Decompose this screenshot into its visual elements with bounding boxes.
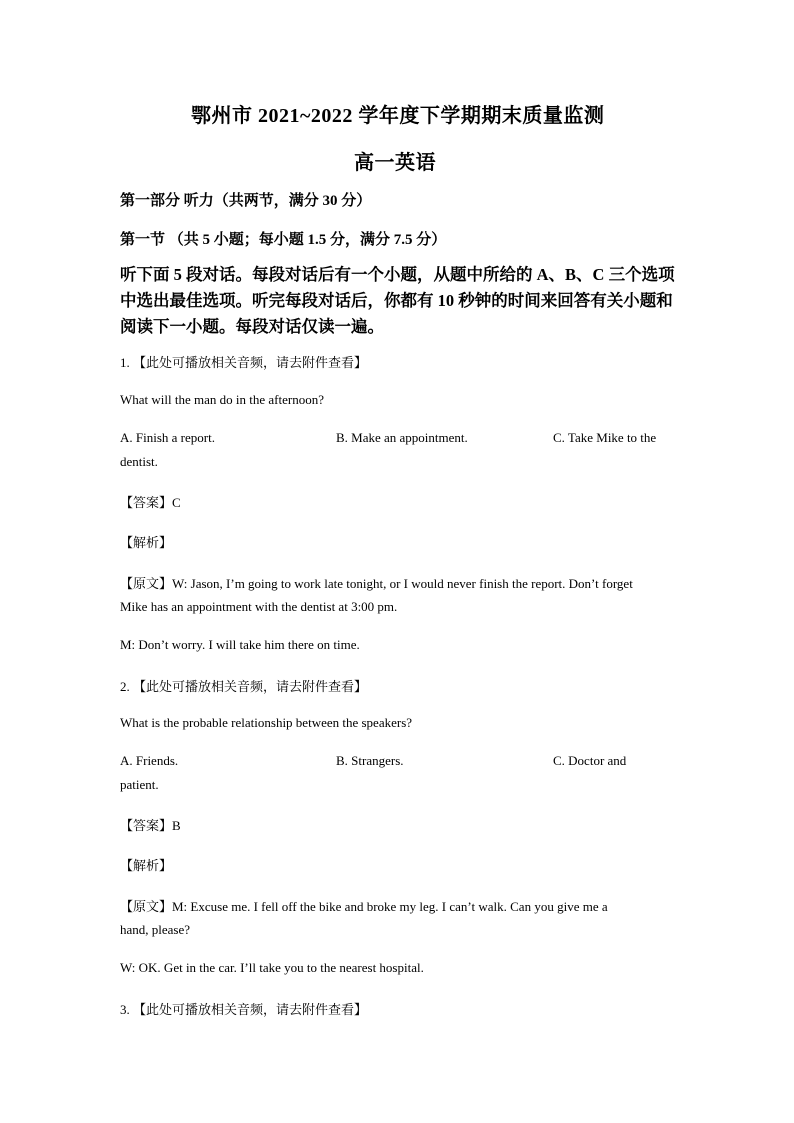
answer-1: 【答案】C [120,495,181,510]
part-heading: 第一部分 听力（共两节，满分 30 分） [120,193,372,209]
transcript-1-line-1: 【原文】W: Jason, I’m going to work late tonight, or I would never finish the report. Don’t forget [120,576,633,591]
audio-link-3[interactable]: 3. 【此处可播放相关音频，请去附件查看】 [120,1002,368,1017]
audio-link-2[interactable]: 2. 【此处可播放相关音频，请去附件查看】 [120,679,368,694]
transcript-1-line-2: Mike has an appointment with the dentist at 3:00 pm. [120,599,398,614]
page-subtitle: 高一英语 [354,152,436,174]
section-heading: 第一节 （共 5 小题；每小题 1.5 分，满分 7.5 分） [120,232,447,248]
audio-link-1[interactable]: 1. 【此处可播放相关音频，请去附件查看】 [120,355,368,370]
question-2-text: What is the probable relationship between the speakers? [120,715,413,730]
question-2-option-c-cont: patient. [120,777,159,792]
question-2-option-c: C. Doctor and [553,753,627,768]
page-title: 鄂州市 2021~2022 学年度下学期期末质量监测 [191,105,605,127]
answer-2: 【答案】B [120,818,181,833]
question-1-option-c: C. Take Mike to the [553,430,657,445]
question-2-option-a: A. Friends. [120,753,179,768]
analysis-1: 【解析】 [120,535,173,550]
question-1-option-c-cont: dentist. [120,454,158,469]
question-2-option-b: B. Strangers. [336,753,404,768]
transcript-1-line-3: M: Don’t worry. I will take him there on time. [120,637,360,652]
question-1-text: What will the man do in the afternoon? [120,392,324,407]
question-1-option-a: A. Finish a report. [120,430,215,445]
transcript-2-line-1: 【原文】M: Excuse me. I fell off the bike and broke my leg. I can’t walk. Can you give me a [120,899,608,914]
analysis-2: 【解析】 [120,858,173,873]
instructions-paragraph: 听下面 5 段对话。每段对话后有一个小题，从题中所给的 A、B、C 三个选项中选出最佳选项。听完每段对话后，你都有 10 秒钟的时间来回答有关小题和阅读下一小题。每段对话仅读一遍。 [120,265,675,336]
question-1-option-b: B. Make an appointment. [336,430,468,445]
transcript-2-line-2: hand, please? [120,922,191,937]
transcript-2-line-3: W: OK. Get in the car. I’ll take you to the nearest hospital. [120,960,424,975]
